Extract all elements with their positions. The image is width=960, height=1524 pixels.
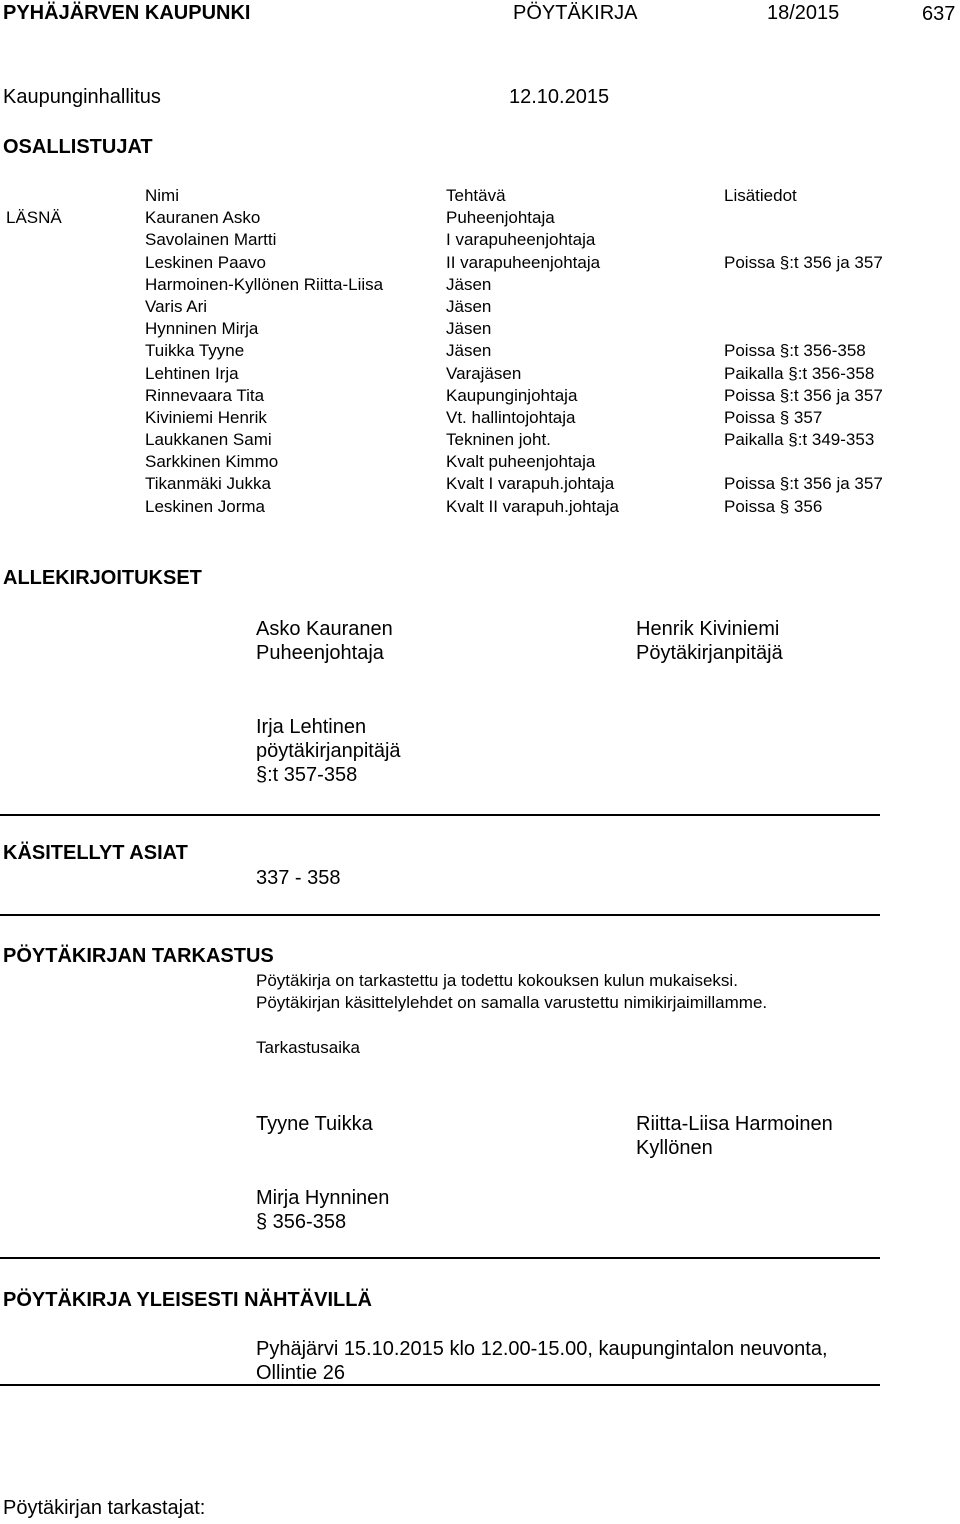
participant-role: Kvalt puheenjohtaja: [446, 452, 596, 472]
participant-role: II varapuheenjohtaja: [446, 252, 601, 272]
table-row: [0, 297, 960, 319]
participant-name: Rinnevaara Tita: [145, 385, 265, 405]
divider: [0, 1384, 880, 1386]
reviewer-3-signature: [256, 1186, 389, 1234]
reviewer-2-name-line-1: Riitta-Liisa Harmoinen: [636, 1113, 833, 1135]
participant-name: Hynninen Mirja: [145, 319, 259, 339]
secretary2-name: Irja Lehtinen: [256, 716, 367, 738]
items-range: 337 - 358: [256, 867, 341, 889]
table-row: [0, 452, 960, 474]
divider: [0, 914, 880, 916]
review-heading: PÖYTÄKIRJAN TARKASTUS: [3, 945, 274, 967]
reviewer-3-name: Mirja Hynninen: [256, 1187, 390, 1209]
table-row: [0, 319, 960, 341]
document-type: PÖYTÄKIRJA: [513, 2, 638, 24]
participants-heading: OSALLISTUJAT: [3, 136, 153, 158]
table-row: [0, 341, 960, 363]
table-row: [0, 208, 960, 230]
public-display-line-2: Ollintie 26: [256, 1362, 345, 1384]
secretary2-signature: [256, 715, 401, 787]
public-display-heading: PÖYTÄKIRJA YLEISESTI NÄHTÄVILLÄ: [3, 1289, 372, 1311]
table-row: [0, 474, 960, 496]
divider: [0, 1257, 880, 1259]
table-row: [0, 386, 960, 408]
participant-info: Paikalla §:t 349-353: [724, 430, 875, 450]
secretary-title: Pöytäkirjanpitäjä: [636, 642, 783, 664]
reviewer-2-signature: [636, 1112, 833, 1160]
participant-name: Laukkanen Sami: [145, 430, 272, 450]
reviewers-label: Pöytäkirjan tarkastajat:: [3, 1497, 206, 1519]
group-label: LÄSNÄ: [6, 208, 62, 228]
participant-role: Tekninen joht.: [446, 430, 551, 450]
public-display-details: [256, 1337, 828, 1385]
participant-name: Kauranen Asko: [145, 208, 261, 228]
table-row: [0, 230, 960, 252]
participant-name: Leskinen Jorma: [145, 496, 266, 516]
meeting-date: 12.10.2015: [509, 86, 610, 108]
column-header-name: Nimi: [145, 186, 179, 205]
reviewer-2-name-line-2: Kyllönen: [636, 1137, 713, 1159]
participant-info: Paikalla §:t 356-358: [724, 363, 875, 383]
participant-role: Jäsen: [446, 296, 492, 316]
items-heading: KÄSITELLYT ASIAT: [3, 842, 188, 864]
participant-name: Varis Ari: [145, 296, 208, 316]
participant-name: Savolainen Martti: [145, 230, 277, 250]
participant-role: Varajäsen: [446, 363, 522, 383]
participant-info: Poissa §:t 356 ja 357: [724, 474, 883, 494]
chair-signature: [256, 617, 393, 665]
participant-info: Poissa § 356: [724, 496, 823, 516]
participant-info: Poissa §:t 356 ja 357: [724, 252, 883, 272]
signatures-heading: ALLEKIRJOITUKSET: [3, 567, 202, 589]
participant-role: Jäsen: [446, 341, 492, 361]
table-row: [0, 275, 960, 297]
meeting-body: Kaupunginhallitus: [3, 86, 161, 108]
participant-name: Lehtinen Irja: [145, 363, 239, 383]
participant-name: Kiviniemi Henrik: [145, 407, 267, 427]
review-statement-2: Pöytäkirjan käsittelylehdet on samalla varustettu nimikirjaimillamme.: [256, 993, 768, 1012]
participant-name: Tuikka Tyyne: [145, 341, 245, 361]
participant-role: Vt. hallintojohtaja: [446, 407, 576, 427]
table-header-row: [0, 186, 960, 208]
participant-info: Poissa § 357: [724, 407, 823, 427]
participant-role: Kvalt II varapuh.johtaja: [446, 496, 619, 516]
participant-role: Kvalt I varapuh.johtaja: [446, 474, 615, 494]
participant-role: I varapuheenjohtaja: [446, 230, 596, 250]
participant-name: Leskinen Paavo: [145, 252, 266, 272]
participant-info: Poissa §:t 356 ja 357: [724, 385, 883, 405]
secretary2-scope: §:t 357-358: [256, 764, 358, 786]
page-number: 637: [922, 3, 956, 25]
reviewer-1-signature: [256, 1112, 373, 1136]
secretary-signature: [636, 617, 783, 665]
document-number: 18/2015: [767, 2, 840, 24]
table-row: [0, 253, 960, 275]
participant-role: Jäsen: [446, 274, 492, 294]
table-row: [0, 497, 960, 519]
reviewer-1-name: Tyyne Tuikka: [256, 1113, 373, 1135]
participants-table: [0, 186, 960, 519]
participant-role: Kaupunginjohtaja: [446, 385, 578, 405]
participant-name: Sarkkinen Kimmo: [145, 452, 279, 472]
table-row: [0, 364, 960, 386]
chair-title: Puheenjohtaja: [256, 642, 384, 664]
review-time-label: Tarkastusaika: [256, 1038, 360, 1057]
participant-name: Tikanmäki Jukka: [145, 474, 271, 494]
participant-info: Poissa §:t 356-358: [724, 341, 866, 361]
participant-name: Harmoinen-Kyllönen Riitta-Liisa: [145, 274, 384, 294]
secretary-name: Henrik Kiviniemi: [636, 618, 780, 640]
table-row: [0, 408, 960, 430]
organization-name: PYHÄJÄRVEN KAUPUNKI: [3, 2, 251, 24]
chair-name: Asko Kauranen: [256, 618, 393, 640]
divider: [0, 814, 880, 816]
participant-role: Puheenjohtaja: [446, 208, 555, 228]
public-display-line-1: Pyhäjärvi 15.10.2015 klo 12.00-15.00, kaupungintalon neuvonta,: [256, 1338, 828, 1360]
review-statement-1: Pöytäkirja on tarkastettu ja todettu kokouksen kulun mukaiseksi.: [256, 971, 738, 990]
table-row: [0, 430, 960, 452]
participant-role: Jäsen: [446, 319, 492, 339]
column-header-info: Lisätiedot: [724, 186, 797, 205]
reviewer-3-scope: § 356-358: [256, 1211, 347, 1233]
column-header-role: Tehtävä: [446, 186, 506, 205]
secretary2-title: pöytäkirjanpitäjä: [256, 740, 401, 762]
